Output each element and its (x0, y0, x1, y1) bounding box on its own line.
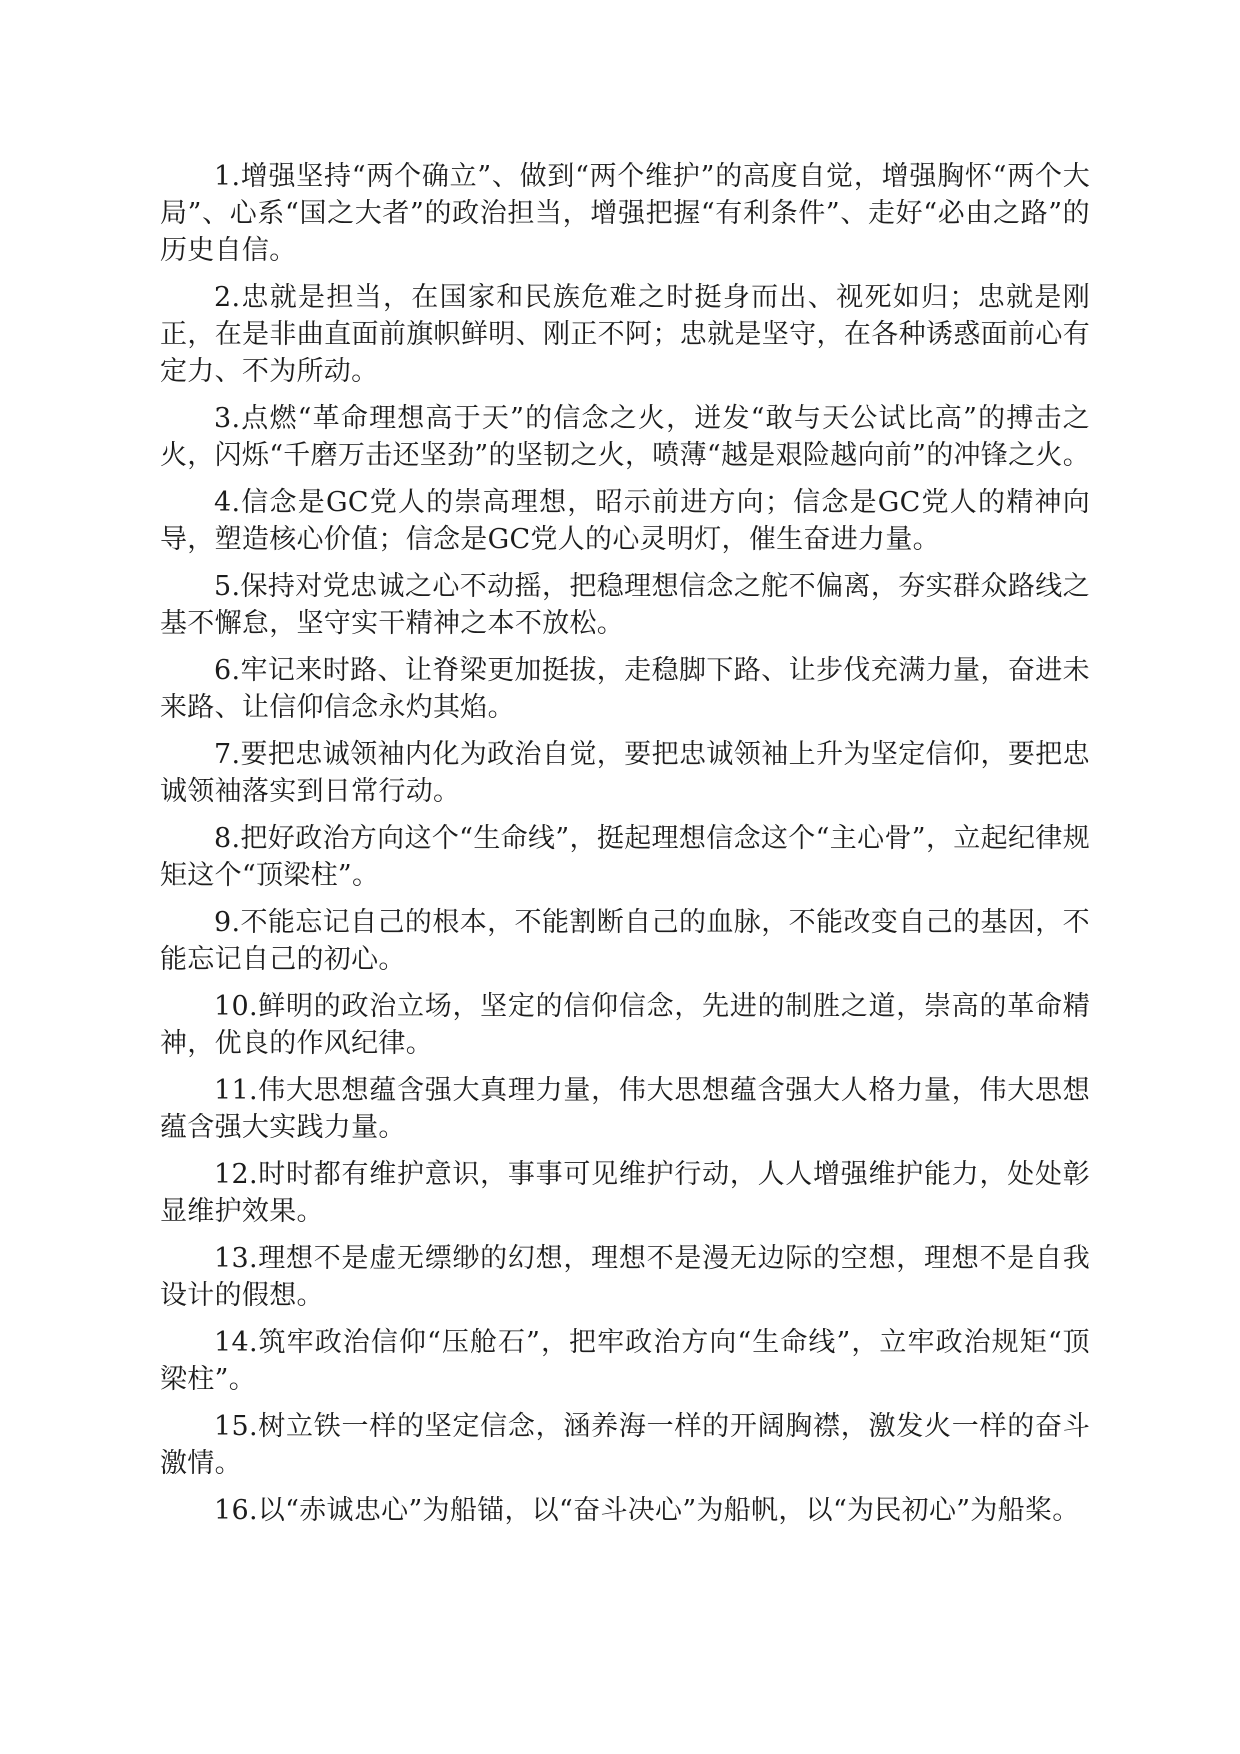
paragraph-10: 10.鲜明的政治立场，坚定的信仰信念，先进的制胜之道，崇高的革命精神，优良的作风纪律。 (160, 991, 1090, 1059)
paragraph-11: 11.伟大思想蕴含强大真理力量，伟大思想蕴含强大人格力量，伟大思想蕴含强大实践力量。 (160, 1075, 1090, 1143)
paragraph-9: 9.不能忘记自己的根本，不能割断自己的血脉，不能改变自己的基因，不能忘记自己的初心。 (160, 907, 1090, 975)
paragraph-7: 7.要把忠诚领袖内化为政治自觉，要把忠诚领袖上升为坚定信仰，要把忠诚领袖落实到日常行动。 (160, 739, 1090, 807)
paragraph-5: 5.保持对党忠诚之心不动摇，把稳理想信念之舵不偏离，夯实群众路线之基不懈怠，坚守实干精神之本不放松。 (160, 571, 1090, 639)
document-body (160, 158, 1090, 1539)
paragraph-12: 12.时时都有维护意识，事事可见维护行动，人人增强维护能力，处处彰显维护效果。 (160, 1159, 1090, 1227)
paragraph-1: 1.增强坚持“两个确立”、做到“两个维护”的高度自觉，增强胸怀“两个大局”、心系“国之大者”的政治担当，增强把握“有利条件”、走好“必由之路”的历史自信。 (160, 161, 1090, 266)
paragraph-13: 13.理想不是虚无缥缈的幻想，理想不是漫无边际的空想，理想不是自我设计的假想。 (160, 1243, 1090, 1311)
paragraph-14: 14.筑牢政治信仰“压舱石”，把牢政治方向“生命线”，立牢政治规矩“顶梁柱”。 (160, 1327, 1090, 1395)
paragraph-3: 3.点燃“革命理想高于天”的信念之火，迸发“敢与天公试比高”的搏击之火，闪烁“千磨万击还坚劲”的坚韧之火，喷薄“越是艰险越向前”的冲锋之火。 (160, 403, 1091, 471)
paragraph-16: 16.以“赤诚忠心”为船锚，以“奋斗决心”为船帆，以“为民初心”为船桨。 (214, 1495, 1080, 1526)
paragraph-2: 2.忠就是担当，在国家和民族危难之时挺身而出、视死如归；忠就是刚正，在是非曲直面前旗帜鲜明、刚正不阿；忠就是坚守，在各种诱惑面前心有定力、不为所动。 (160, 282, 1090, 387)
paragraph-4: 4.信念是GC党人的崇高理想，昭示前进方向；信念是GC党人的精神向导，塑造核心价值；信念是GC党人的心灵明灯，催生奋进力量。 (160, 487, 1090, 555)
paragraph-6: 6.牢记来时路、让脊梁更加挺拔，走稳脚下路、让步伐充满力量，奋进未来路、让信仰信念永灼其焰。 (160, 655, 1090, 723)
paragraph-8: 8.把好政治方向这个“生命线”，挺起理想信念这个“主心骨”，立起纪律规矩这个“顶梁柱”。 (160, 823, 1090, 891)
paragraph-15: 15.树立铁一样的坚定信念，涵养海一样的开阔胸襟，激发火一样的奋斗激情。 (160, 1411, 1090, 1479)
